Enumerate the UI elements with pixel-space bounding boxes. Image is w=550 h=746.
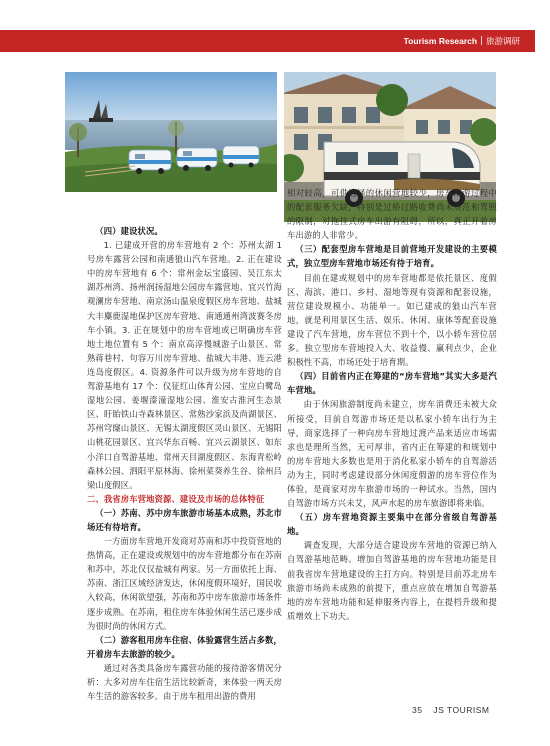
magazine-name: JS TOURISM xyxy=(433,705,490,715)
right-text-column xyxy=(287,186,497,623)
car-camp-heading: （四）目前省内正在筹建的“房车营地”其实大多是汽车营地。 xyxy=(287,371,497,396)
construction-status-heading: （四）建设状况。 xyxy=(95,226,163,236)
rental-experience-heading: （二）游客租用房车住宿、体验露营生活占多数，开着房车去旅游的较少。 xyxy=(87,634,282,659)
lakeside-rv-camp-photo xyxy=(65,72,277,192)
header-chinese-title: 旅游调研 xyxy=(485,37,520,47)
market-maturity-paragraph: 一方面房车营地开发商对苏南和苏中投资营地的热情高，正在建设或规划中的房车营地都分布在苏南和苏中，苏北仅仅盐城有两家。另一方面依托上海、苏南、浙江区域经济发达，休闲度假环境好，国民收入较高，休闲欲望强，苏南和苏中房车旅游市场条件逐步成熟。在苏南，租住房车体验休闲生活已逐步成为很时尚的休闲方式。 xyxy=(87,536,282,631)
market-maturity-heading: （一）苏南、苏中房车旅游市场基本成熟，苏北市场还有待培育。 xyxy=(87,507,282,532)
car-camp-paragraph: 由于休闲旅游制度尚未建立，房车消费还未被大众所接受，目前自驾游市场还是以私家小轿车出行为主导，商家选择了一种向房车营地过渡产品来适应市场需求也是理所当然，无可厚非，省内正在筹建的和规划中的房车营地大多数也是用于消化私家小轿车的自驾游活动为主，同时考虑建设部分休闲度假游的房车营位作为体验，是商家对房车旅游市场的一种试水。当然，国内自驾游市场方兴未艾，风声水起的房车旅游即将来临。 xyxy=(287,399,497,509)
self-drive-base-heading: （五）房车营地资源主要集中在部分省级自驾游基地。 xyxy=(287,512,497,537)
construction-status-paragraph: 1. 已建成开营的房车营地有 2 个：苏州太湖 1 号房车露营公园和南通狼山汽车营地。2. 正在建设中的房车营地有 6 个：常州金坛宝盛园、吴江东太湖苏州湾、扬州润扬湿地公园房车露营地、宜兴竹海观澜房车营地、南京汤山温泉度假区房车营地、盐城大丰麋鹿湿地保护区房车营地、南通通州湾波赛冬房车小镇。3. 正在规划中的房车营地或已明确房车营地土地位置有 5 个：南京高淳慢城游子山景区、常熟蒋巷村、句容万川房车营地、盐城大丰港、连云港连岛度假区。4. 资源条件可以升级为房车营地的自驾游基地有 17 个：仪征红山体育公园、宝应白鹭岛湿地公园、姜堰溱潼湿地公园、淮安古淮河生态景区、盱眙铁山寺森林景区、常熟沙家浜及尚湖景区、苏州穹窿山景区、无锡太湖度假区灵山景区、无锡阳山桃花园景区、宜兴华东百畅、宜兴云湖景区、如东小洋口自驾游基地、常州天目湖度假区、东海青松岭森林公园、泗阳平原林海、徐州菜葵养生谷、徐州吕梁山度假区。 xyxy=(87,240,282,490)
left-text-column xyxy=(87,224,282,703)
header-separator: | xyxy=(480,36,483,46)
supporting-camp-model-heading: （三）配套型房车营地是目前营地开发建设的主要模式，独立型房车营地市场还有待于培育。 xyxy=(287,244,497,269)
rental-experience-paragraph: 通过对各类具备房车露营功能的接待游客情况分析：大多对房车住宿生活比较新奇，来体验一两天房车生活的游客较多。由于房车租用出游的费用 xyxy=(87,662,282,702)
supporting-camp-model-paragraph: 目前在建或规划中的房车营地都是依托景区、度假区、海滨、港口、乡村、湿地等现有资源和配套设施，营位建设规模小、功能单一。如已建成的狼山汽车营地，就是利用景区生活、娱乐、休闲、康体等配套设施建设了汽车营地，房车营位不到十个，以小轿车营位居多。独立型房车营地投入大、收益慢、赢利点少，企业积极性不高，市场还处于培育期。 xyxy=(287,272,497,368)
header-english-title: Tourism Research xyxy=(403,36,478,46)
page-footer xyxy=(412,705,498,715)
page-number: 35 xyxy=(412,705,423,715)
section-two-title: 二、我省房车营地资源、建设及市场的总体特征 xyxy=(87,493,265,504)
self-drive-base-paragraph: 调查发现，大部分适合建设房车营地的资源已纳入自驾游基地范畴。增加自驾游基地的房车营地功能是目前我省房车营地建设的主打方向。特别是目前苏北房车旅游市场尚未成熟的前提下，重点应放在增加自驾游基地的房车营地功能和延伸服务内容上，在提档升级和提质增效上下功夫。 xyxy=(287,540,497,621)
section-header-bar xyxy=(0,30,535,52)
rental-experience-continued: 相对较高，可供选择的休闲营地较少，房车出游过程中的配套服务欠缺，特别是过桥过路收费尚未规范和驾照的限制，对拖挂式房车出游有阻碍，所以，真正开着房车出游的人非常少。 xyxy=(287,188,497,241)
